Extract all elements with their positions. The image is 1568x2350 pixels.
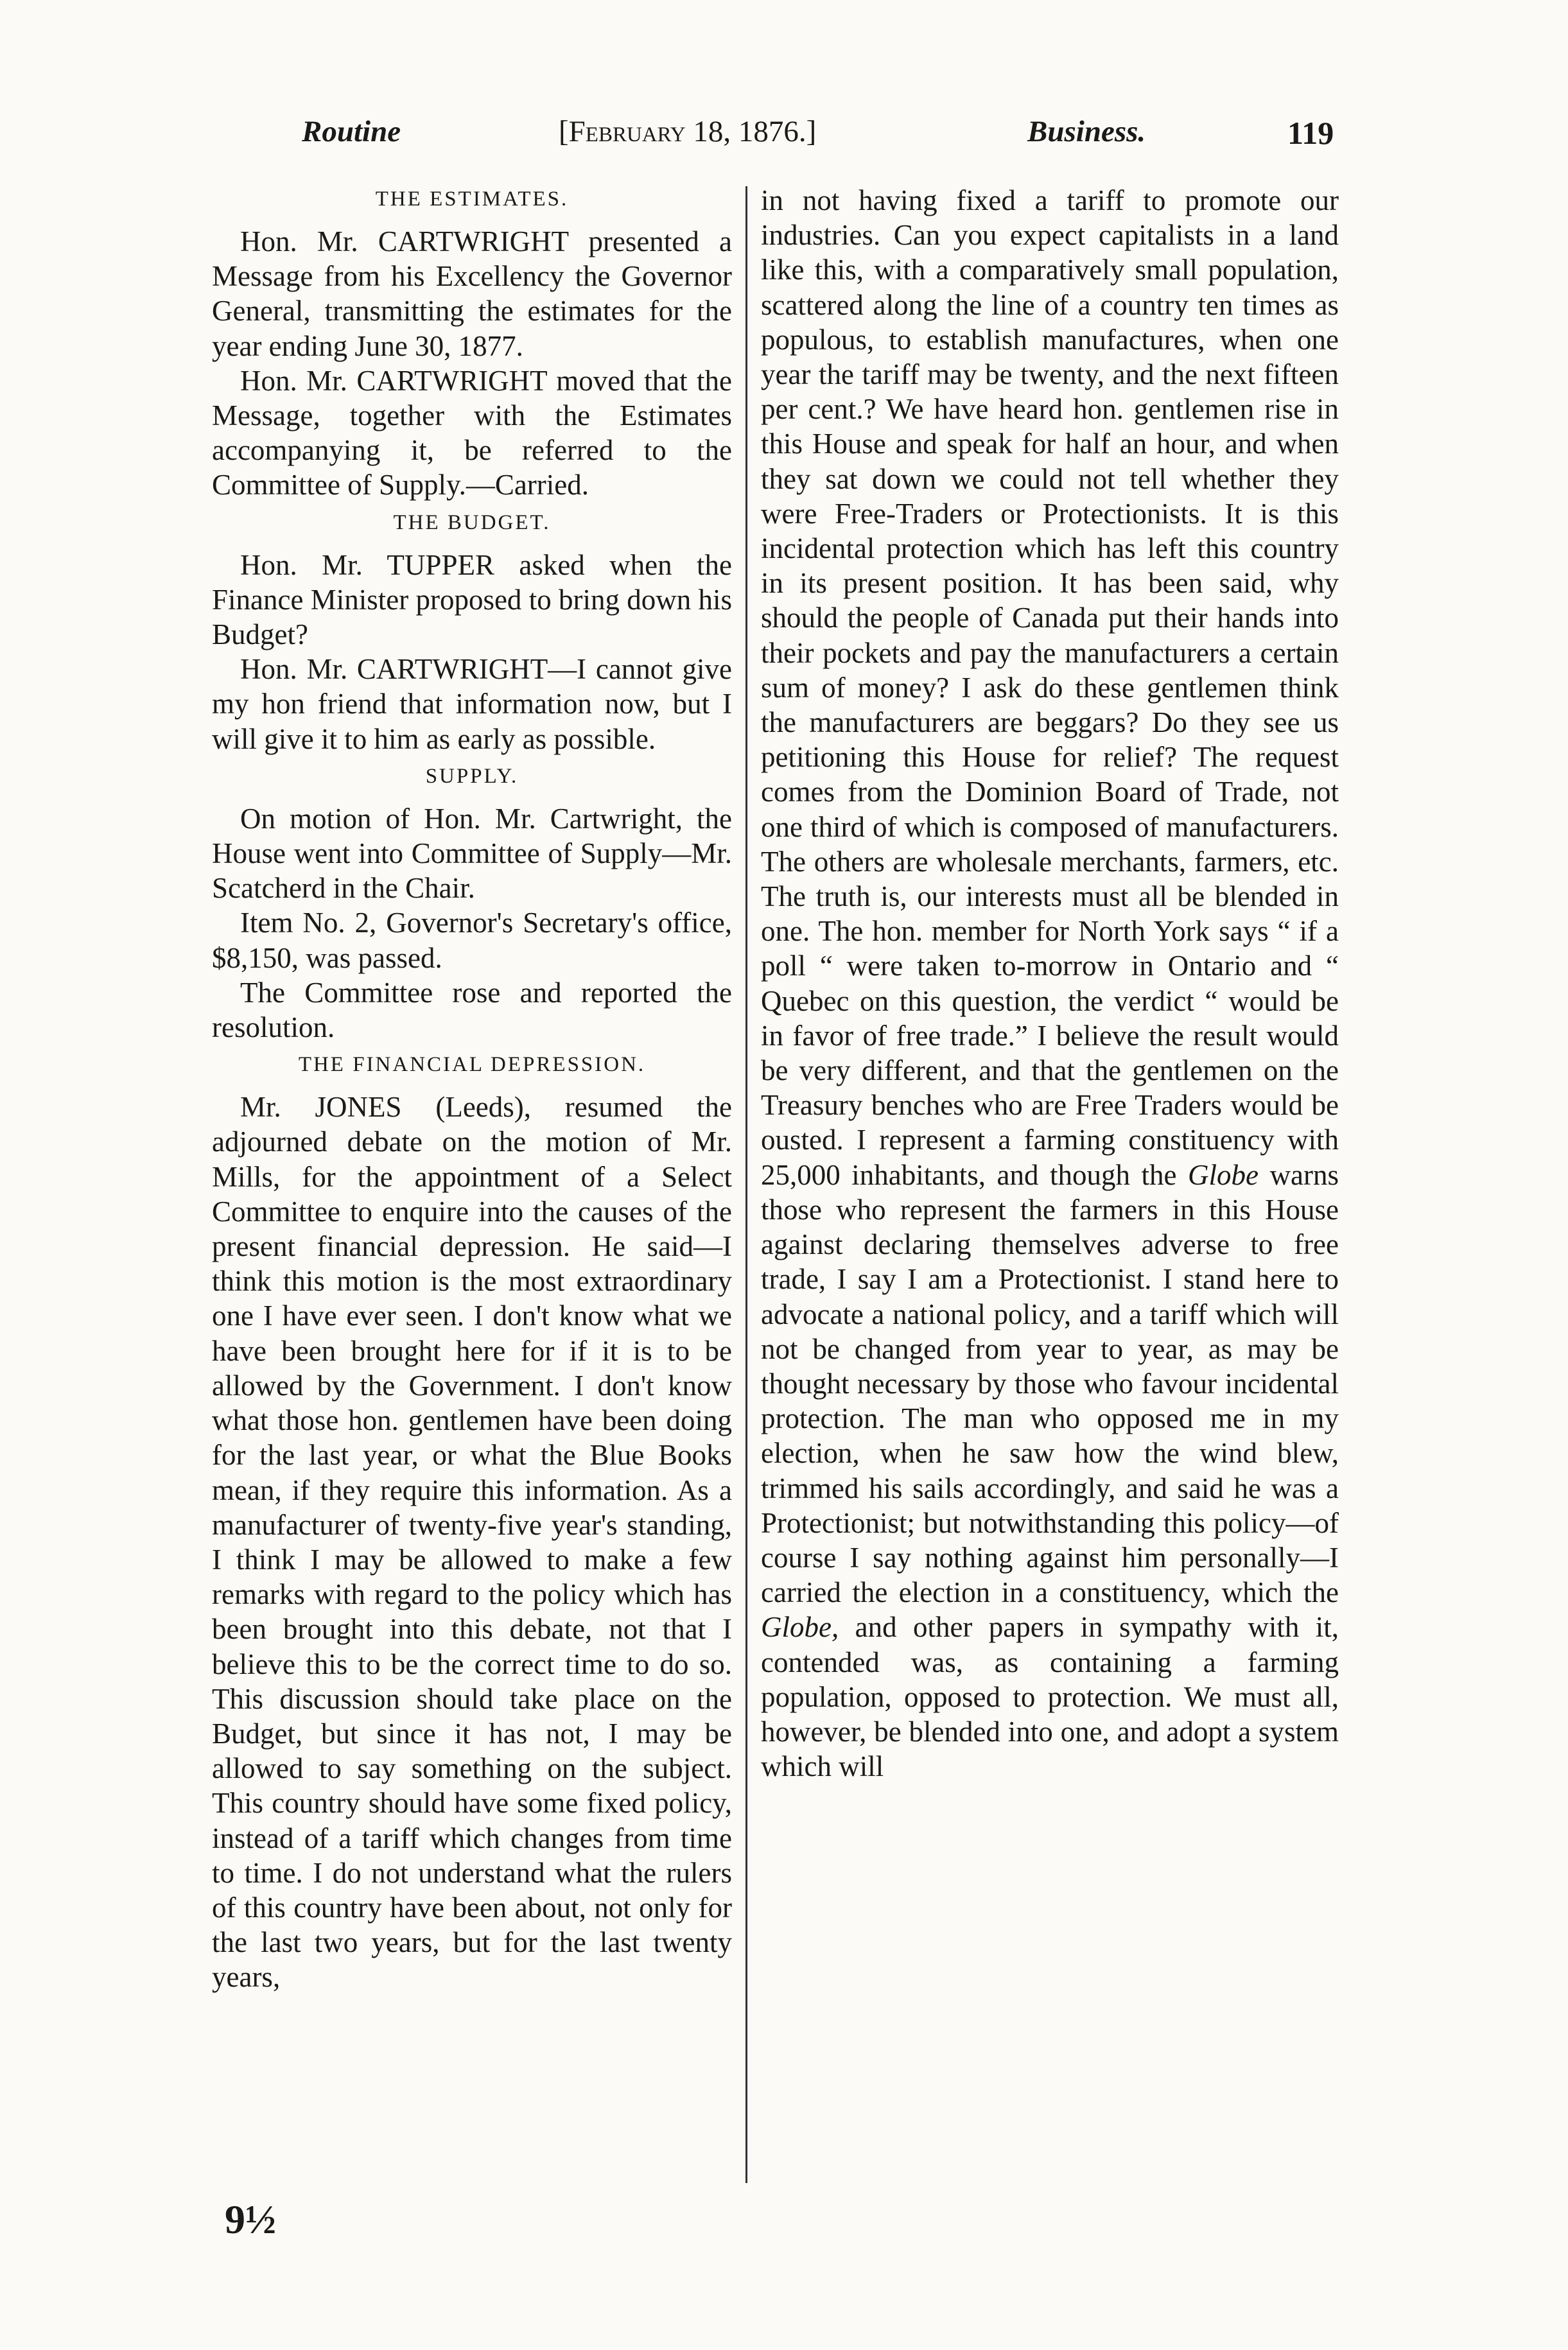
paragraph: On motion of Hon. Mr. Cartwright, the House went into Committee of Supply—Mr. Scatcherd in the Chair. — [212, 802, 732, 905]
paragraph — [761, 183, 1339, 1784]
left-column — [212, 183, 732, 1995]
right-column — [761, 183, 1339, 1784]
section-heading-budget: THE BUDGET. — [393, 510, 551, 534]
text-run: and other papers in sympathy with it, contended was, as containing a farming population, opposed to protection. We must all, however, be blended into one, and adopt a system which will — [761, 1611, 1339, 1783]
header-left-title: Routine — [302, 115, 401, 148]
section-heading-financial-depression: THE FINANCIAL DEPRESSION. — [298, 1053, 646, 1077]
paragraph: Item No. 2, Governor's Secretary's office, $8,150, was passed. — [212, 907, 732, 974]
newspaper-name: Globe, — [761, 1611, 839, 1644]
paragraph: Hon. Mr. CARTWRIGHT—I cannot give my hon friend that information now, but I will give it to him as early as possible. — [212, 653, 732, 755]
paragraph: Hon. Mr. CARTWRIGHT presented a Message from his Excellency the Governor General, transmitting the estimates for the year ending June 30, 1877. — [212, 225, 732, 362]
header-right-title: Business. — [1027, 115, 1146, 148]
paragraph: The Committee rose and reported the resolution. — [212, 976, 732, 1044]
paragraph: Hon. Mr. CARTWRIGHT moved that the Message, together with the Estimates accompanying it, be referred to the Committee of Supply.—Carried. — [212, 364, 732, 501]
page-number: 119 — [1287, 115, 1334, 151]
section-heading-estimates: THE ESTIMATES. — [375, 187, 569, 211]
header-date: [February 18, 1876.] — [559, 115, 817, 148]
paragraph: Hon. Mr. TUPPER asked when the Finance Minister proposed to bring down his Budget? — [212, 548, 732, 651]
text-run: in not having fixed a tariff to promote our industries. Can you expect capitalists in a land like this, with a comparatively small population, scattered along the line of a country ten times as populous, to establish manufactures, when one year the tariff may be twenty, and the next fifteen per cent.? We have heard hon. gentlemen rise in this House and speak for half an hour, and when they sat down we could not tell whether they were Free-Traders or Protectionists. It is this incidental protection which has left this country in its present position. It has been said, why should the people of Canada put their hands into their pockets and pay the manufacturers a certain sum of money? I ask do these gentlemen think the manufacturers are beggars? Do they see us petitioning this House for relief? The request comes from the Dominion Board of Trade, not one third of which is composed of manufacturers. The others are wholesale merchants, farmers, etc. The truth is, our interests must all be blended in one. The hon. member for North York says “ if a poll “ were taken to-morrow in Ontario and “ Quebec on this question, the verdict “ would be in favor of free trade.” I believe the result would be very different, and that the gentlemen on the Treasury benches who are Free Traders would be ousted. I represent a farming constituency with 25,000 inhabitants, and though the — [761, 184, 1339, 1191]
column-divider — [745, 186, 747, 2183]
paragraph: Mr. JONES (Leeds), resumed the adjourned debate on the motion of Mr. Mills, for the appointment of a Select Committee to enquire into the causes of the present financial depression. He said—I think this motion is the most extraordinary one I have ever seen. I don't know what we have been brought here for if it is to be allowed by the Government. I don't know what those hon. gentlemen have been doing for the last year, or what the Blue Books mean, if they require this information. As a manufacturer of twenty-five year's standing, I think I may be allowed to make a few remarks with regard to the policy which has been brought into this debate, not that I believe this to be the correct time to do so. This discussion should take place on the Budget, but since it has not, I may be allowed to say something on the subject. This country should have some fixed policy, instead of a tariff which changes from time to time. I do not understand what the rulers of this country have been about, not only for the last two years, but for the last twenty years, — [212, 1091, 732, 1994]
newspaper-name: Globe — [1188, 1158, 1259, 1191]
section-heading-supply: SUPPLY. — [425, 764, 519, 788]
text-run: warns those who represent the farmers in this House against declaring themselves adverse to free trade, I say I am a Protectionist. I stand here to advocate a national policy, and a tariff which will not be changed from year to year, as may be thought necessary by those who favour incidental protection. The man who opposed me in my election, when he saw how the wind blew, trimmed his sails accordingly, and said he was a Protectionist; but notwithstanding this policy—of course I say nothing against him personally—I carried the election in a constituency, which the — [761, 1158, 1339, 1609]
signature-mark: 9½ — [225, 2197, 276, 2242]
page-header — [302, 114, 1355, 166]
